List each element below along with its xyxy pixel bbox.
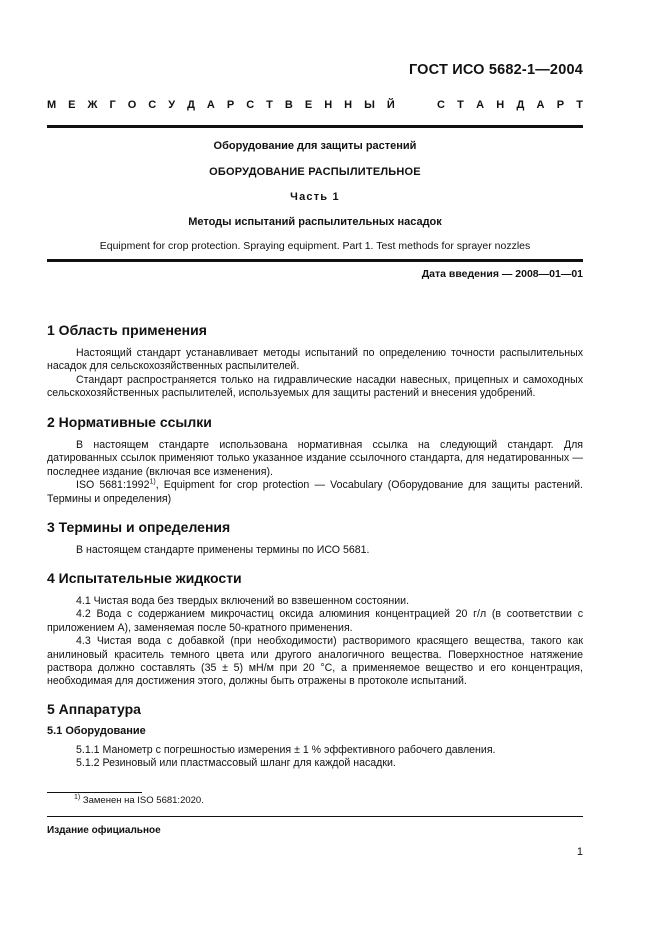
banner-letter: Т [266, 99, 273, 111]
title-rule [47, 259, 583, 262]
paragraph: 5.1.2 Резиновый или пластмассовый шланг для каждой насадки. [76, 757, 396, 770]
banner-letter: Р [556, 99, 565, 111]
banner-letter: Т [576, 99, 583, 111]
paragraph: В настоящем стандарте использована нормативная ссылка на следующий стандарт. Для датированных ссылок применяют только указанное издание ссылочного стандарта, для недатированных — последнее издание (включая все изменения). [47, 439, 583, 478]
paragraph: Стандарт распространяется только на гидравлические насадки навесных, прицепных и самоходных сельскохозяйственных распылителей, используемых для защиты растений и внесения удобрений. [47, 373, 583, 400]
banner-letter: Д [187, 99, 195, 111]
section-heading: 2 Нормативные ссылки [47, 414, 212, 430]
banner-letter: В [284, 99, 293, 111]
banner-letter: Д [516, 99, 525, 111]
page-number: 1 [576, 846, 583, 858]
paragraph: 4.2 Вода с содержанием микрочастиц оксида алюминия концентрацией 20 г/л (в соответствии с приложением А), заменяемая после 50-кратного применения. [47, 608, 583, 634]
banner-letter: Ы [364, 99, 375, 111]
title-part: Часть 1 [290, 191, 340, 203]
banner-letter: С [148, 99, 157, 111]
interstate-word [47, 99, 395, 111]
title-subtitle: Оборудование для защиты растений [213, 140, 417, 152]
banner-letter: А [536, 99, 545, 111]
section-3 [47, 519, 583, 557]
normative-reference [47, 479, 583, 506]
banner-letter: У [168, 99, 176, 111]
banner-letter: А [206, 99, 215, 111]
footnote-mark: 1) [74, 793, 81, 801]
banner-letter: Н [496, 99, 505, 111]
banner-letter: Й [386, 99, 395, 111]
subsection-heading: 5.1 Оборудование [47, 725, 146, 737]
reference-code: ISO 5681:1992 [76, 479, 150, 492]
standard-word [437, 99, 583, 111]
interstate-standard-banner [47, 99, 583, 111]
banner-letter: Т [457, 99, 464, 111]
title-english: Equipment for crop protection. Spraying equipment. Part 1. Test methods for sprayer nozzles [99, 240, 531, 252]
paragraph: 5.1.1 Манометр с погрешностью измерения ± 1 % эффективного рабочего давления. [76, 744, 496, 756]
section-heading: 5 Аппаратура [47, 701, 141, 717]
section-1 [47, 322, 583, 401]
footer-rule [47, 816, 583, 817]
section-2 [47, 414, 583, 506]
document-code: ГОСТ ИСО 5682-1—2004 [408, 62, 583, 78]
title-main: ОБОРУДОВАНИЕ РАСПЫЛИТЕЛЬНОЕ [209, 166, 421, 178]
footnote-text: Заменен на ISO 5681:2020. [80, 795, 204, 806]
header-rule [47, 125, 583, 128]
paragraph: В настоящем стандарте применены термины по ИСО 5681. [76, 544, 370, 556]
banner-letter: Е [68, 99, 76, 111]
banner-letter: Ж [87, 99, 98, 111]
banner-letter: М [47, 99, 57, 111]
footnote-rule [47, 792, 142, 793]
reference-text: , Equipment for crop protection — Vocabulary (Оборудование для защиты растений. Термины и определения) [47, 479, 583, 505]
section-5 [47, 701, 583, 771]
banner-letter: О [127, 99, 137, 111]
banner-letter: Е [304, 99, 313, 111]
banner-letter: Н [324, 99, 333, 111]
section-heading: 4 Испытательные жидкости [47, 570, 242, 586]
section-heading: 3 Термины и определения [47, 519, 231, 535]
footnote-marker: 1) [149, 478, 156, 486]
banner-letter: Р [226, 99, 235, 111]
banner-letter: С [437, 99, 445, 111]
paragraph: 4.1 Чистая вода без твердых включений во взвешенном состоянии. [76, 595, 410, 607]
banner-letter: Н [344, 99, 353, 111]
section-heading: 1 Область применения [47, 322, 207, 338]
section-4 [47, 570, 583, 689]
title-methods: Методы испытаний распылительных насадок [188, 216, 442, 228]
banner-letter: А [476, 99, 485, 111]
footnote [74, 795, 204, 806]
intro-date: Дата введения — 2008—01—01 [421, 268, 583, 280]
banner-letter: С [246, 99, 255, 111]
paragraph: Настоящий стандарт устанавливает методы испытаний по определению точности распылительных насадок для сельскохозяйственных распылителей. [47, 347, 583, 373]
paragraph: 4.3 Чистая вода с добавкой (при необходимости) растворимого красящего вещества, такого как анилиновый краситель темного цвета или другого аналогичного вещества. Поверхностное натяжение раствора должно составлять (35 ± 5) мН/м при 20 °С, а применяемое вещество и его концентрация, необходимая для достижения этого, должны быть отражены в протоколе испытаний. [47, 635, 583, 688]
official-edition-label: Издание официальное [47, 825, 161, 836]
banner-letter: Г [109, 99, 116, 111]
